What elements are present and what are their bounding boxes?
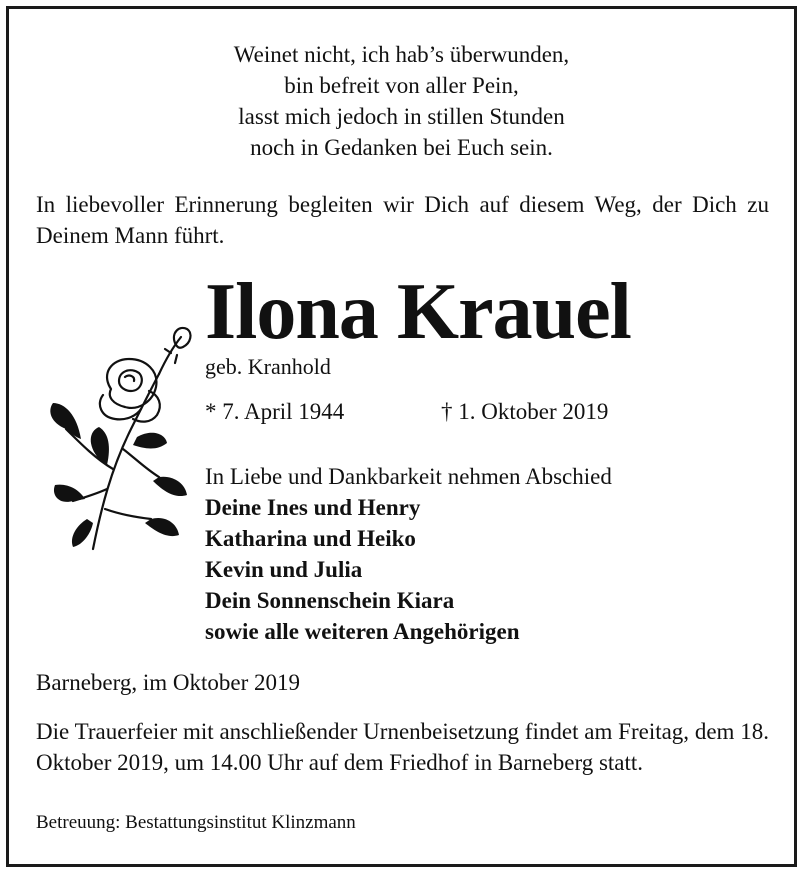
poem-line: Weinet nicht, ich hab’s überwunden, (233, 42, 570, 67)
death-date: † 1. Oktober 2019 (441, 399, 609, 424)
mourner-item: Katharina und Heiko (205, 526, 416, 551)
poem-line: bin befreit von aller Pein, (284, 73, 519, 98)
deceased-name: Ilona Krauel (205, 268, 631, 356)
mourner-item: Deine Ines und Henry (205, 495, 421, 520)
service-details: Die Trauerfeier mit anschließender Urnenbeisetzung findet am Freitag, dem 18. Oktober 2019, um 14.00 Uhr auf dem Friedhof in Barneberg statt. (36, 719, 769, 775)
obituary-frame (6, 6, 797, 867)
poem-line: noch in Gedanken bei Euch sein. (250, 135, 553, 160)
place-date: Barneberg, im Oktober 2019 (36, 670, 301, 695)
mourner-item: Dein Sonnenschein Kiara (205, 588, 455, 613)
mourner-item: Kevin und Julia (205, 557, 363, 582)
poem-line: lasst mich jedoch in stillen Stunden (238, 104, 565, 129)
funeral-home: Betreuung: Bestattungsinstitut Klinzmann (36, 812, 356, 833)
mourners-list (205, 492, 520, 647)
farewell-text: In Liebe und Dankbarkeit nehmen Abschied (205, 464, 612, 489)
mourner-item: sowie alle weiteren Angehörigen (205, 619, 520, 644)
intro-text: In liebevoller Erinnerung begleiten wir Dich auf diesem Weg, der Dich zu Deinem Mann führt. (36, 192, 769, 248)
poem (9, 39, 794, 163)
rose-icon (41, 319, 201, 559)
maiden-name: geb. Kranhold (205, 354, 331, 379)
birth-date: * 7. April 1944 (205, 399, 345, 424)
